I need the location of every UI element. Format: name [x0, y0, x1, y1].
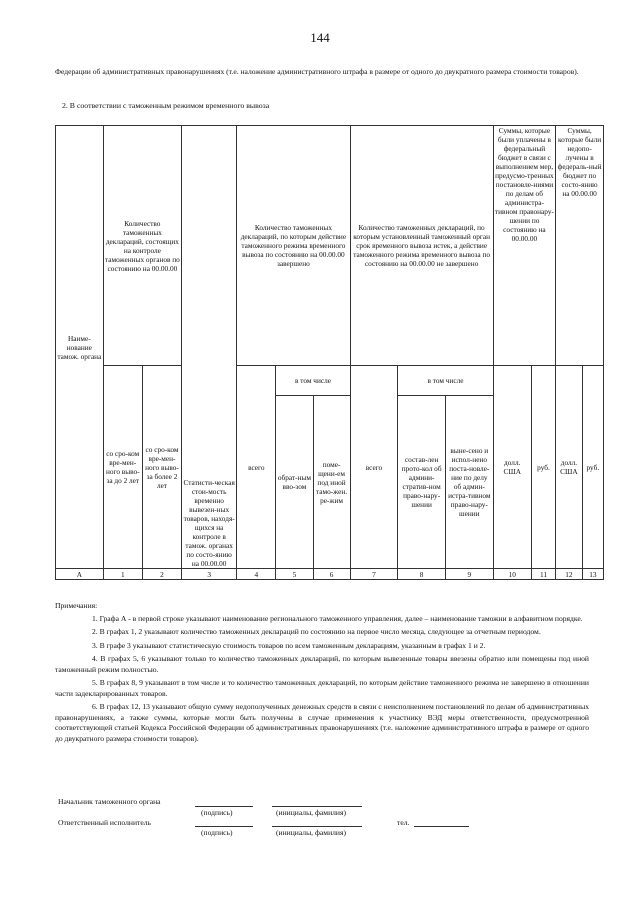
executor-name-caption: (инициалы, фамилия)	[276, 828, 347, 837]
head-signature-caption: (подпись)	[201, 808, 233, 817]
header-unpaid-usd: долл. США	[556, 366, 582, 569]
column-number-cell: 3	[182, 569, 237, 580]
head-signature-line	[195, 806, 253, 807]
notes-block	[55, 601, 589, 747]
page-number: 144	[310, 30, 330, 45]
header-regime-ended: Количество таможенных деклараций, по которым действие таможенного режима временного вывоза по состоянию на 00.00.00 завершено	[237, 126, 350, 366]
header-term-over-2-years: со сро-ком вре-мен-ного выво-за более 2 лет	[142, 366, 181, 569]
header-declarations-on-control: Количество таможенных деклараций, состоящих на контроле таможенных органов по состоянию на 00.00.00	[103, 126, 181, 366]
header-amounts-unpaid: Суммы, которые были недопо-лучены в федераль-ный бюджет по состо-янию на 00.00.00	[556, 126, 604, 366]
column-number-cell: 5	[276, 569, 313, 580]
header-ended-total: всего	[237, 366, 276, 569]
note-6: 6. В графах 12, 13 указывают общую сумму недополученных денежных средств в связи с неисполнением постановлений по делам об административных правонарушениях, а также суммы, которые могли быть получены в случае применения к участнику ВЭД меры ответственности, предусмотренной соответствующей статьей Кодекса Российской Федерации об административных правонарушениях (т.е. наложение административного штрафа в размере от одного до двукратного размера стоимости товаров).	[55, 702, 589, 743]
column-number-cell: 9	[445, 569, 493, 580]
intro-paragraph: Федерации об административных правонарушениях (т.е. наложение административного штрафа в размере от одного до двукратного размера стоимости товаров).	[55, 67, 579, 76]
notes-heading: Примечания:	[55, 601, 98, 610]
executor-label: Ответственный исполнитель	[58, 818, 151, 827]
column-number-cell: А	[56, 569, 104, 580]
head-name-line	[272, 806, 362, 807]
header-not-ended-including: в том числе	[398, 366, 493, 396]
column-number-row	[56, 569, 604, 580]
column-number-cell: 6	[313, 569, 350, 580]
column-number-cell: 4	[237, 569, 276, 580]
phone-line	[414, 826, 469, 827]
head-name-caption: (инициалы, фамилия)	[276, 808, 347, 817]
executor-signature-caption: (подпись)	[201, 828, 233, 837]
header-decision: выне-сено и испол-нено поста-новле-ние по делу об админ-истра-тивном право-нару-шении	[445, 396, 493, 569]
header-reimport: обрат-ным вво-зом	[276, 396, 313, 569]
header-term-up-to-2-years: со сро-ком вре-мен-ного выво-за до 2 лет	[103, 366, 142, 569]
section-title: 2. В соответствии с таможенным режимом временного вывоза	[62, 101, 270, 110]
column-number-cell: 7	[350, 569, 398, 580]
header-regime-not-ended: Количество таможенных деклараций, по которым установленный таможенный орган срок временного вывоза истек, а действие таможенного режима временного вывоза по состоянию на 00.00.00 не завершено	[350, 126, 493, 366]
executor-name-line	[272, 826, 362, 827]
header-paid-rub: руб.	[531, 366, 555, 569]
header-not-ended-total: всего	[350, 366, 398, 569]
report-table	[55, 125, 604, 580]
column-number-cell: 10	[493, 569, 531, 580]
header-statistical-value: Статисти-ческая стои-мость временно вывезен-ных товаров, находя-щихся на контроле в тамож. органах по состо-янию на 00.00.00	[182, 126, 237, 569]
column-number-cell: 11	[531, 569, 555, 580]
head-label: Начальник таможенного органа	[58, 797, 161, 806]
column-number-cell: 8	[398, 569, 446, 580]
column-number-cell: 12	[556, 569, 582, 580]
note-2: 2. В графах 1, 2 указывают количество таможенных деклараций по состоянию на первое число месяца, следующее за отчетным периодом.	[92, 627, 541, 636]
header-unpaid-rub: руб.	[582, 366, 603, 569]
note-3: 3. В графе 3 указывают статистическую стоимость товаров по всем таможенным декларациям, указанным в графах 1 и 2.	[92, 640, 486, 650]
note-4: 4. В графах 5, 6 указывают только то количество таможенных деклараций, по которым вывезенные товары ввезены обратно или помещены под иной таможенный режим полностью.	[55, 654, 589, 674]
note-5: 5. В графах 8, 9 указывают в том числе и то количество таможенных деклараций, по которым действие таможенного режима не завершено в отношении части задекларированных товаров.	[55, 678, 589, 698]
header-paid-usd: долл. США	[493, 366, 531, 569]
header-protocol: состав-лен прото-кол об админи-стратив-ном право-нару-шении	[398, 396, 446, 569]
phone-label: тел.	[397, 818, 410, 827]
header-customs-body: Наиме-нование тамож. органа	[56, 126, 104, 569]
note-1: 1. Графа А - в первой строке указывают наименование регионального таможенного управления, далее – наименование таможни в алфавитном порядке.	[92, 613, 583, 623]
column-number-cell: 13	[582, 569, 603, 580]
executor-signature-line	[195, 826, 253, 827]
header-amounts-paid: Суммы, которые были уплачены в федеральный бюджет в связи с выполнением мер, предусмо-тренных постановле-ниями по делам об администра-тивном правонару-шении по состоянию на 00.00.00	[493, 126, 556, 366]
header-ended-including: в том числе	[276, 366, 350, 396]
column-number-cell: 2	[142, 569, 181, 580]
header-other-regime: поме-щени-ем под иной тамо-жен. ре-жим	[313, 396, 350, 569]
column-number-cell: 1	[103, 569, 142, 580]
